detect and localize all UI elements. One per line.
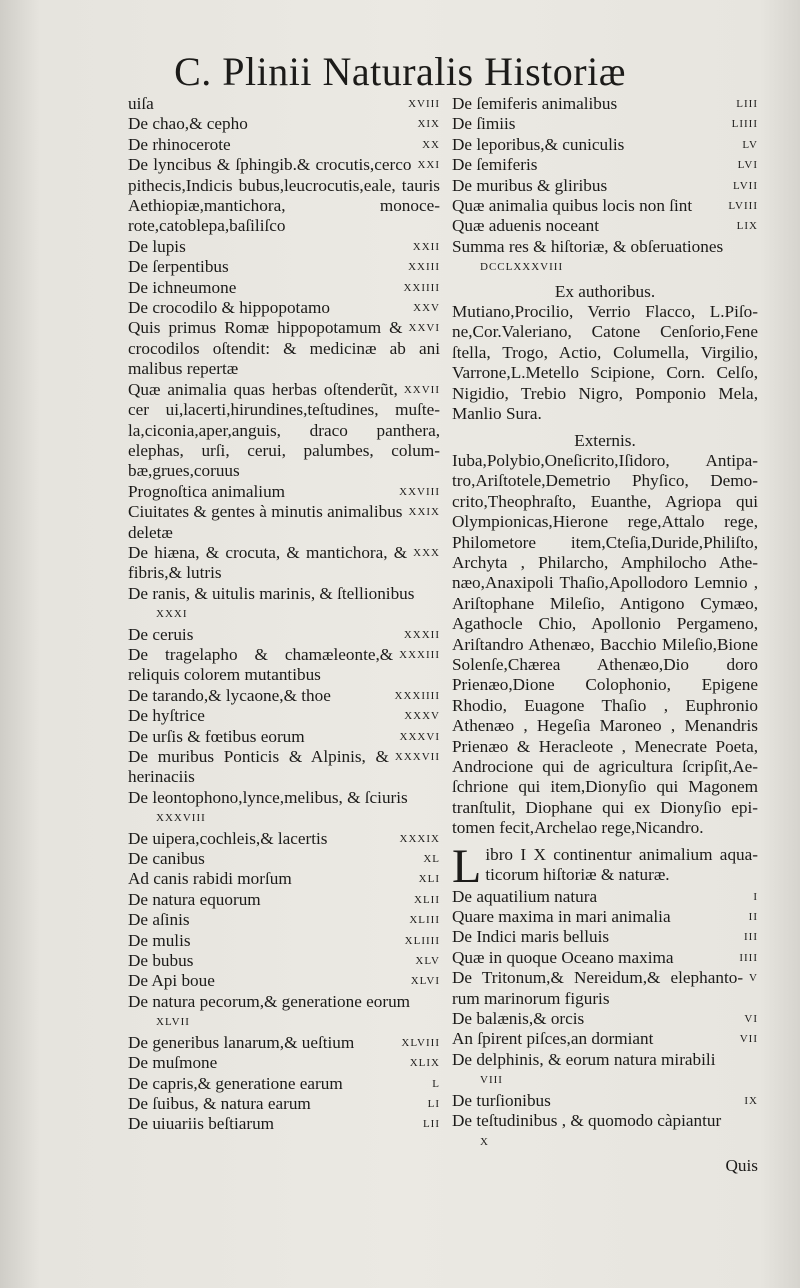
chapter-number: I: [753, 890, 758, 903]
index-entry: [128, 829, 440, 849]
index-entry: [128, 380, 440, 482]
chapter-number: XXVII: [403, 383, 440, 396]
drop-cap: L: [452, 839, 482, 893]
entry-title: De turſionibus: [452, 1090, 551, 1110]
entry-title: Quæ in quoque Oceano maxima: [452, 947, 674, 967]
chapter-number: XXIIII: [403, 281, 440, 294]
entry-title: De ichneumone: [128, 277, 237, 297]
entry-title: De Indici maris belluis: [452, 927, 610, 947]
entry-title: De ſemiferis animalibus: [452, 94, 618, 113]
externis-heading: Externis.: [574, 430, 636, 450]
index-entry: [452, 155, 758, 175]
index-entry: [452, 927, 758, 947]
chapter-number: XXVI: [408, 322, 440, 335]
entry-title: De ſerpentibus: [128, 257, 229, 277]
entry-title: De natura equorum: [128, 889, 261, 909]
entry-title: De crocodilo & hippopotamo: [128, 298, 330, 318]
catchword: Quis: [725, 1155, 758, 1175]
index-entry: [128, 1053, 440, 1073]
index-entry: [452, 135, 758, 155]
entry-title: De Tritonum,& Nereidum,& elephantorum marinorum figuris: [452, 968, 744, 1008]
chapter-number: XXXIII: [399, 648, 440, 661]
chapter-number: IX: [744, 1094, 758, 1107]
chapter-number: XXX: [413, 546, 440, 559]
authors-heading: Ex authoribus.: [554, 281, 656, 301]
left-column: [128, 94, 440, 1135]
index-entry: [452, 1009, 758, 1029]
entry-title: De balænis,& orcis: [452, 1009, 585, 1029]
entry-title: De leporibus,& cuniculis: [452, 134, 625, 154]
entry-title: De muribus & gliribus: [452, 175, 608, 195]
entry-title: Summa res & hiſtoriæ, & obſeruationes: [452, 236, 724, 256]
index-entry: [452, 1050, 758, 1091]
index-entry: [128, 298, 440, 318]
index-entry: [128, 502, 440, 543]
chapter-number: III: [744, 931, 758, 944]
index-entry: [128, 686, 440, 706]
index-entry: [452, 237, 758, 278]
index-entry: [128, 1074, 440, 1094]
chapter-number: X: [480, 1135, 489, 1148]
index-entry: [128, 135, 440, 155]
index-entry: [452, 1111, 758, 1152]
chapter-number: XLVII: [156, 1016, 190, 1029]
chapter-number: DCCLXXXVIII: [480, 261, 564, 274]
entry-title: De generibus lanarum,& ueſtium: [128, 1032, 355, 1052]
index-entry: [452, 1029, 758, 1049]
entry-title: Quis primus Romæ hippopotamum & crocodilos oſtendit: & medicinæ ab ani malibus repertæ: [128, 318, 440, 379]
entry-title: De muribus Ponticis & Alpinis, & herinaciis: [128, 747, 389, 787]
entry-title: De leontophono,lynce,melibus, & ſciuris: [128, 787, 408, 807]
index-entry: [452, 196, 758, 216]
entry-title: De rhinocerote: [128, 134, 231, 154]
entry-title: De hiæna, & crocuta, & mantichora, & fibris,& lutris: [128, 542, 408, 583]
chapter-number: XVIII: [408, 98, 440, 110]
index-entry: [128, 706, 440, 726]
entry-title: De ceruis: [128, 624, 194, 644]
chapter-number: XXXVIII: [156, 812, 206, 825]
entry-title: De capris,& generatione earum: [128, 1073, 343, 1093]
chapter-number: IIII: [739, 951, 758, 964]
index-entry: [128, 257, 440, 277]
chapter-number: L: [432, 1077, 440, 1090]
index-entry: [452, 1091, 758, 1111]
chapter-number: LVIII: [728, 200, 758, 213]
index-entry: [128, 543, 440, 584]
chapter-number: VII: [739, 1033, 758, 1046]
chapter-number: LVI: [737, 159, 758, 172]
entry-title: De ſimiis: [452, 114, 516, 134]
chapter-number: XLVI: [410, 975, 440, 988]
chapter-number: XXXVI: [399, 730, 440, 743]
index-entry: [128, 747, 440, 788]
chapter-number: XXIX: [408, 506, 440, 519]
chapter-number: XLI: [418, 873, 440, 886]
entry-title: De delphinis, & eorum natura mirabili: [452, 1049, 716, 1069]
chapter-number: LIII: [736, 98, 758, 110]
index-entry: [128, 645, 440, 686]
entry-title: De lyncibus & ſphingib.& crocutis,cerco pithecis,Indicis bubus,leucrocutis,eale, tauris Aethiopiæ,mantichora, monocerote,catoblepa,baſiliſco: [128, 155, 440, 236]
chapter-number: VIII: [480, 1074, 503, 1087]
chapter-number: II: [748, 911, 758, 924]
entry-title: De tragelapho & chamæleonte,& reliquis colorem mutantibus: [128, 644, 394, 685]
index-entry: [128, 318, 440, 379]
entry-title: De uiuariis beſtiarum: [128, 1114, 275, 1134]
index-entry: [128, 727, 440, 747]
book-intro: [452, 839, 758, 893]
chapter-number: XXIII: [408, 261, 440, 274]
index-entry: [452, 176, 758, 196]
chapter-number: XIX: [417, 118, 440, 131]
entry-title: De ſuibus, & natura earum: [128, 1093, 311, 1113]
index-entry: [128, 584, 440, 625]
index-entry: [128, 951, 440, 971]
entry-title: De lupis: [128, 236, 186, 256]
chapter-number: XLV: [415, 955, 440, 968]
entry-title: De teſtudinibus , & quomodo càpiantur: [452, 1111, 722, 1131]
chapter-number: XLVIII: [401, 1036, 440, 1049]
entry-title: De mulis: [128, 930, 191, 950]
chapter-number: XXVIII: [399, 485, 440, 498]
index-entry: [128, 1094, 440, 1114]
index-entry: [128, 910, 440, 930]
chapter-number: XXXI: [156, 608, 188, 621]
index-entry: [452, 948, 758, 968]
entry-title: De canibus: [128, 849, 205, 869]
entry-title: Prognoſtica animalium: [128, 481, 286, 501]
index-entry: [128, 1114, 440, 1134]
entry-title: De urſis & fœtibus eorum: [128, 726, 305, 746]
chapter-number: XX: [422, 138, 440, 151]
chapter-number: LVII: [733, 179, 758, 192]
index-entry: [128, 788, 440, 829]
book-intro-text: ibro I X continentur animalium aquaticorum hiſtoriæ & naturæ.: [485, 844, 758, 885]
chapter-number: V: [749, 972, 758, 985]
entry-title: De bubus: [128, 951, 194, 971]
chapter-number: XXII: [412, 240, 440, 253]
right-column-index-top: [452, 94, 758, 278]
index-entry: [128, 931, 440, 951]
index-entry: [128, 971, 440, 991]
chapter-number: LI: [427, 1097, 440, 1110]
chapter-number: VI: [744, 1013, 758, 1026]
chapter-number: XXXII: [403, 628, 440, 641]
chapter-number: XLIX: [409, 1057, 440, 1070]
chapter-number: XXI: [417, 159, 440, 172]
chapter-number: XXXVII: [394, 751, 440, 763]
running-head: C. Plinii Naturalis Historiæ: [174, 49, 626, 94]
entry-title: De uipera,cochleis,& lacertis: [128, 828, 328, 848]
entry-title: De muſmone: [128, 1053, 218, 1073]
entry-title: De ranis, & uitulis marinis, & ſtellionibus: [128, 583, 415, 603]
entry-title: De hyſtrice: [128, 706, 205, 726]
right-column: [452, 94, 758, 1176]
index-entry: [128, 849, 440, 869]
entry-title: Ad canis rabidi morſum: [128, 869, 292, 889]
chapter-number: LII: [422, 1118, 440, 1131]
index-entry: [452, 94, 758, 114]
authors-list: Mutiano,Procilio, Verrio Flacco, L.Piſone,Cor.Valeriano, Catone Cenſorio,Fene ſtella, Trogo, Actio, Columella, Virgilio, Varrone,L.Metello Scipione, Corn. Celſo, Nigidio, Trebio Nigro, Pomponio Mela, Manlio Sura.: [452, 302, 758, 424]
entry-title: Quæ animalia quas herbas oſtenderũt, cer ui,lacerti,hirundines,teſtudines, muſtela,ciconia,aper,anguis, draco panthera, elephas, urſi, cerui, palumbes, columbæ,grues,coruus: [128, 379, 440, 481]
index-entry: [128, 237, 440, 257]
chapter-number: XLII: [414, 893, 440, 906]
index-entry: [452, 216, 758, 236]
right-column-index-bottom: [452, 887, 758, 1152]
entry-title: De chao,& cepho: [128, 114, 248, 134]
index-entry: [128, 155, 440, 237]
chapter-number: XXXIX: [399, 832, 440, 845]
index-entry: [128, 94, 440, 114]
entry-title: De aſinis: [128, 910, 190, 930]
index-entry: [128, 482, 440, 502]
chapter-number: XLIII: [409, 914, 440, 927]
entry-title: De tarando,& lycaone,& thoe: [128, 685, 331, 705]
chapter-number: XLIIII: [404, 934, 440, 947]
entry-title: De ſemiferis: [452, 155, 538, 175]
index-entry: [452, 114, 758, 134]
chapter-number: XXV: [413, 302, 440, 315]
index-entry: [128, 992, 440, 1033]
chapter-number: XL: [423, 853, 440, 866]
chapter-number: XXXIIII: [394, 689, 440, 702]
index-entry: [128, 869, 440, 889]
entry-title: Ciuitates & gentes à minutis animalibus deletæ: [128, 502, 403, 542]
entry-title: Quæ aduenis noceant: [452, 216, 600, 236]
index-entry: [128, 625, 440, 645]
chapter-number: LIIII: [731, 118, 758, 131]
chapter-number: LV: [742, 138, 758, 151]
entry-title: De natura pecorum,& generatione eorum: [128, 991, 411, 1011]
index-entry: [452, 968, 758, 1009]
entry-title: Quæ animalia quibus locis non ſint: [452, 196, 693, 216]
chapter-number: XXXV: [404, 710, 440, 723]
index-entry: [452, 907, 758, 927]
index-entry: [128, 278, 440, 298]
entry-title: An ſpirent piſces,an dormiant: [452, 1029, 654, 1049]
entry-title: De Api boue: [128, 971, 215, 991]
index-entry: [452, 887, 758, 907]
index-entry: [128, 890, 440, 910]
chapter-number: LIX: [736, 220, 758, 233]
entry-title: Quare maxima in mari animalia: [452, 907, 671, 927]
index-entry: [128, 1033, 440, 1053]
index-entry: [128, 114, 440, 134]
entry-title: De aquatilium natura: [452, 886, 598, 906]
entry-title: uiſa: [128, 94, 154, 113]
externis-list: Iuba,Polybio,Oneſicrito,Iſidoro, Antipatro,Ariſtotele,Demetrio Phyſico, Democrito,Theophraſto, Euanthe, Agriopa qui Olympionicas,Hierone rege,Attalo rege, Philometore item,Cteſia,Duride,Philiſto, Archyta , Philarcho, Amphilocho Athenæo,Anaxipoli Thaſio,Apollodoro Lemnio , Ariſtophane Mileſio, Antigono Cymæo, Agathocle Chio, Apollonio Pergameno, Ariſtandro Athenæo, Bacchio Mileſio,Bione Solenſe,Chærea Athenæo,Dio doro Prienæo,Dione Colophonio, Epigene Rhodio, Euagone Thaſio , Euphronio Athenæo , Hegeſia Maroneo , Menandris Prienæo & Heracleote , Menecrate Poeta, Androcione qui de agricultura ſcripſit,Aeſchrione qui item,Dionyſio qui Magonem tranſtulit, Diophane qui ex Dionyſio epitomen fecit,Archelao rege,Nicandro.: [452, 450, 758, 838]
